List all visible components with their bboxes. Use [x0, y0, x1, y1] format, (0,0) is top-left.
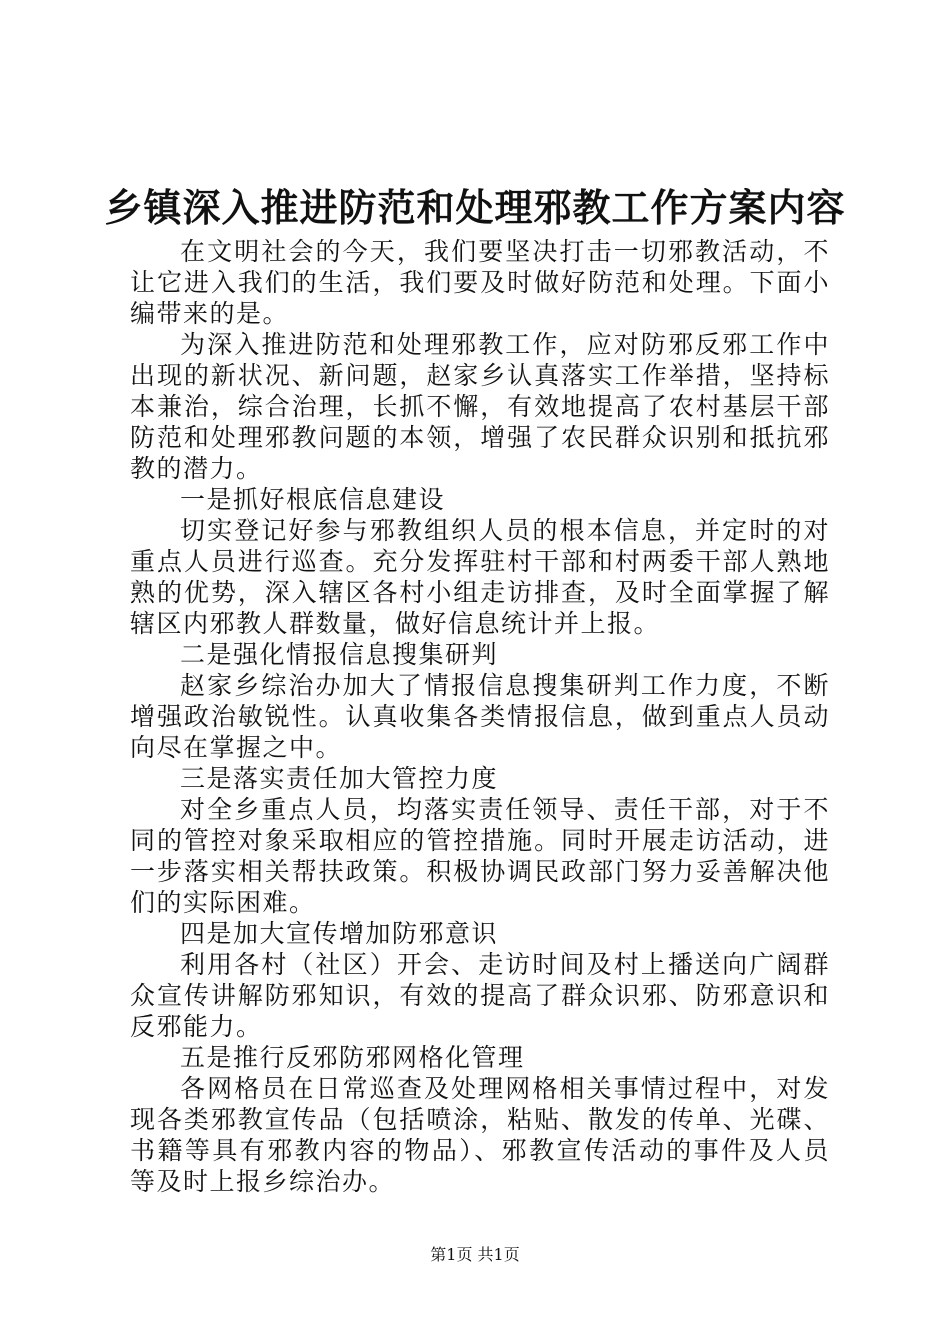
section-paragraph-2: 赵家乡综治办加大了情报信息搜集研判工作力度，不断增强政治敏锐性。认真收集各类情报信息，做到重点人员动向尽在掌握之中。	[130, 671, 830, 762]
document-body	[130, 236, 830, 1197]
document-title: 乡镇深入推进防范和处理邪教工作方案内容	[104, 186, 846, 230]
section-paragraph-5: 各网格员在日常巡查及处理网格相关事情过程中，对发现各类邪教宣传品（包括喷涂，粘贴、散发的传单、光碟、书籍等具有邪教内容的物品）、邪教宣传活动的事件及人员等及时上报乡综治办。	[130, 1074, 830, 1196]
section-paragraph-1: 切实登记好参与邪教组织人员的根本信息，并定时的对重点人员进行巡查。充分发挥驻村干部和村两委干部人熟地熟的优势，深入辖区各村小组走访排查，及时全面掌握了解辖区内邪教人群数量，做好信息统计并上报。	[130, 516, 830, 638]
section-paragraph-3: 对全乡重点人员，均落实责任领导、责任干部，对于不同的管控对象采取相应的管控措施。同时开展走访活动，进一步落实相关帮扶政策。积极协调民政部门努力妥善解决他们的实际困难。	[130, 795, 830, 917]
section-heading-3: 三是落实责任加大管控力度	[180, 764, 499, 793]
section-heading-1: 一是抓好根底信息建设	[180, 485, 446, 514]
intro-paragraph: 在文明社会的今天，我们要坚决打击一切邪教活动，不让它进入我们的生活，我们要及时做好防范和处理。下面小编带来的是。	[130, 237, 830, 328]
section-paragraph-4: 利用各村（社区）开会、走访时间及村上播送向广阔群众宣传讲解防邪知识，有效的提高了群众识邪、防邪意识和反邪能力。	[130, 950, 830, 1041]
section-heading-4: 四是加大宣传增加防邪意识	[180, 919, 499, 948]
section-heading-5: 五是推行反邪防邪网格化管理	[180, 1043, 525, 1072]
section-heading-2: 二是强化情报信息搜集研判	[180, 640, 499, 669]
page-footer: 第1页 共1页	[430, 1245, 520, 1264]
overview-paragraph: 为深入推进防范和处理邪教工作，应对防邪反邪工作中出现的新状况、新问题，赵家乡认真落实工作举措，坚持标本兼治，综合治理，长抓不懈，有效地提高了农村基层干部防范和处理邪教问题的本领，增强了农民群众识别和抵抗邪教的潜力。	[130, 330, 830, 483]
